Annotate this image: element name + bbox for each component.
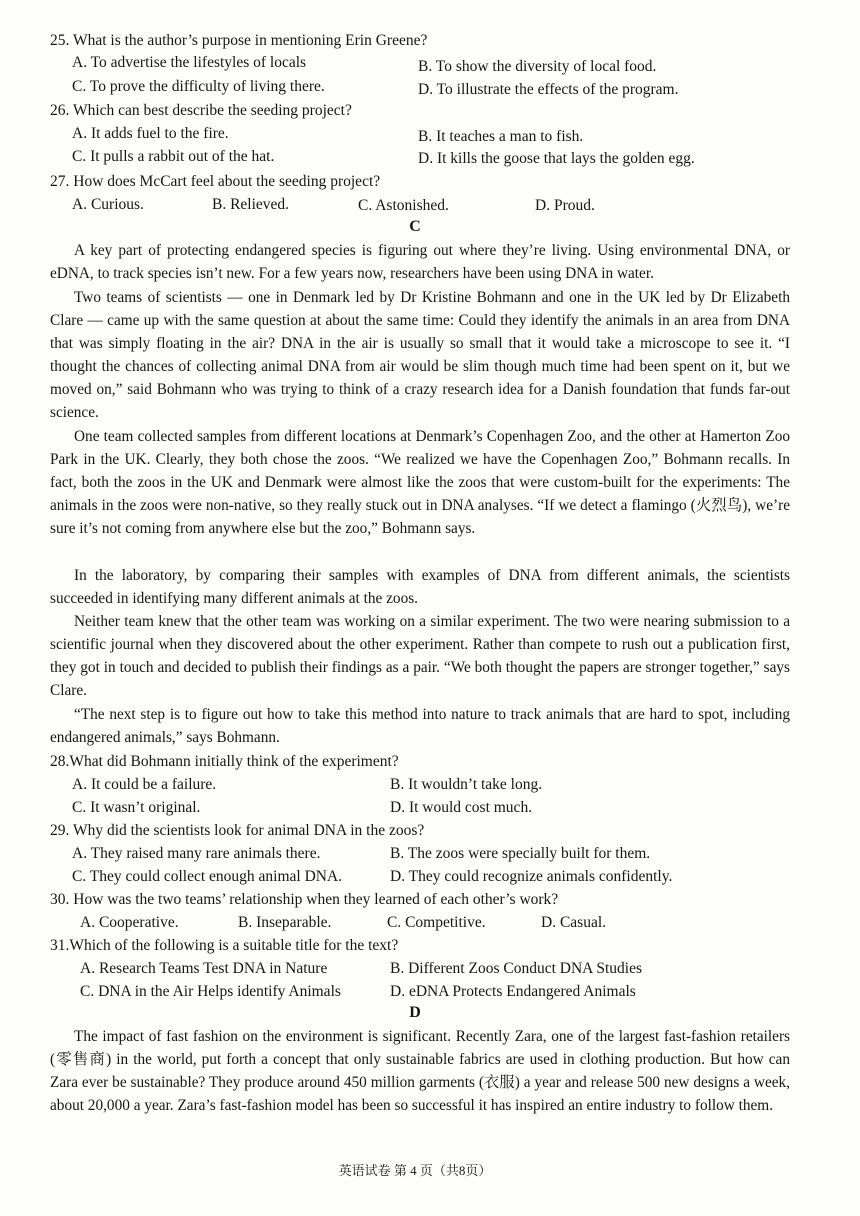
question-31-stem: 31.Which of the following is a suitable title for the text? (50, 937, 399, 954)
q26-option-c: C. It pulls a rabbit out of the hat. (72, 148, 275, 165)
q28-option-c: C. It wasn’t original. (72, 799, 201, 816)
q27-option-d: D. Proud. (535, 197, 595, 214)
q30-option-b: B. Inseparable. (238, 914, 332, 931)
section-c-paragraph-3: One team collected samples from different locations at Denmark’s Copenhagen Zoo, and the other at Hamerton Zoo Park in the UK. Clearly, they both chose the zoos. “We realized we have the Copenhagen Zoo,” Bohmann recalls. In fact, both the zoos in the UK and Denmark were almost like the zoos that were custom-built for the experiments: The animals in the zoos were non-native, so they really stuck out in DNA analyses. “If we detect a flamingo (火烈鸟), we’re sure it’s not coming from anywhere else but the zoo,” Bohmann says. (50, 428, 790, 537)
q31-option-b: B. Different Zoos Conduct DNA Studies (390, 960, 643, 977)
q30-option-d: D. Casual. (541, 914, 607, 931)
q29-option-b: B. The zoos were specially built for them. (390, 845, 651, 862)
q31-option-c: C. DNA in the Air Helps identify Animals (80, 983, 341, 1000)
q29-option-d: D. They could recognize animals confidently. (390, 868, 673, 885)
question-30-stem: 30. How was the two teams’ relationship when they learned of each other’s work? (50, 891, 559, 908)
q30-option-a: A. Cooperative. (80, 914, 179, 931)
q26-option-b: B. It teaches a man to fish. (418, 128, 584, 145)
question-29-stem: 29. Why did the scientists look for animal DNA in the zoos? (50, 822, 425, 839)
page-footer: 英语试卷 第 4 页（共8页） (338, 1163, 492, 1178)
q27-option-c: C. Astonished. (358, 197, 449, 214)
question-26-stem: 26. Which can best describe the seeding project? (50, 102, 352, 119)
section-d-heading: D (409, 1004, 421, 1021)
question-25-stem: 25. What is the author’s purpose in mentioning Erin Greene? (50, 32, 428, 49)
section-c-heading: C (409, 218, 421, 235)
q30-option-c: C. Competitive. (387, 914, 486, 931)
section-d-paragraph-1: The impact of fast fashion on the environment is significant. Recently Zara, one of the largest fast-fashion retailers (零售商) in the world, put forth a concept that only sustainable fabrics are used in clothing production. But how can Zara ever be sustainable? They produce around 450 million garments (衣服) a year and release 500 new designs a week, about 20,000 a year. Zara’s fast-fashion model has been so successful it has inspired an entire industry to follow them. (50, 1028, 790, 1114)
q28-option-a: A. It could be a failure. (72, 776, 217, 793)
section-c-paragraph-2: Two teams of scientists — one in Denmark led by Dr Kristine Bohmann and one in the UK led by Dr Elizabeth Clare — came up with the same question at about the same time: Could they identify the animals in an area from DNA that was simply floating in the air? DNA in the air is usually so small that it would take a microscope to see it. “I thought the chances of collecting animal DNA from air would be slim though much time had been spent on it, but we moved on,” said Bohmann who was trying to think of a crazy research idea for a Danish foundation that funds far-out science. (50, 289, 790, 421)
section-c-paragraph-1: A key part of protecting endangered species is figuring out where they’re living. Using environmental DNA, or eDNA, to track species isn’t new. For a few years now, researchers have been using DNA in water. (50, 242, 790, 282)
q25-option-a: A. To advertise the lifestyles of locals (72, 54, 307, 71)
q26-option-a: A. It adds fuel to the fire. (72, 125, 229, 142)
q28-option-d: D. It would cost much. (390, 799, 533, 816)
section-c-paragraph-6: “The next step is to figure out how to take this method into nature to track animals that are hard to spot, including endangered animals,” says Bohmann. (50, 706, 790, 746)
q27-option-b: B. Relieved. (212, 196, 290, 213)
q25-option-c: C. To prove the difficulty of living there. (72, 78, 325, 95)
q25-option-d: D. To illustrate the effects of the program. (418, 81, 679, 98)
q29-option-c: C. They could collect enough animal DNA. (72, 868, 343, 885)
question-27-stem: 27. How does McCart feel about the seeding project? (50, 173, 381, 190)
q25-option-b: B. To show the diversity of local food. (418, 58, 657, 75)
q31-option-d: D. eDNA Protects Endangered Animals (390, 983, 636, 1000)
section-c-paragraph-4: In the laboratory, by comparing their samples with examples of DNA from different animals, the scientists succeeded in identifying many different animals at the zoos. (50, 567, 790, 607)
q27-option-a: A. Curious. (72, 196, 144, 213)
q26-option-d: D. It kills the goose that lays the golden egg. (418, 150, 695, 167)
section-c-paragraph-5: Neither team knew that the other team was working on a similar experiment. The two were nearing submission to a scientific journal when they discovered about the other experiment. Rather than compete to rush out a publication first, they got in touch and decided to publish their findings as a pair. “We both thought the papers are stronger together,” says Clare. (50, 613, 790, 699)
q28-option-b: B. It wouldn’t take long. (390, 776, 543, 793)
question-28-stem: 28.What did Bohmann initially think of the experiment? (50, 753, 399, 770)
q31-option-a: A. Research Teams Test DNA in Nature (80, 960, 328, 977)
q29-option-a: A. They raised many rare animals there. (72, 845, 321, 862)
